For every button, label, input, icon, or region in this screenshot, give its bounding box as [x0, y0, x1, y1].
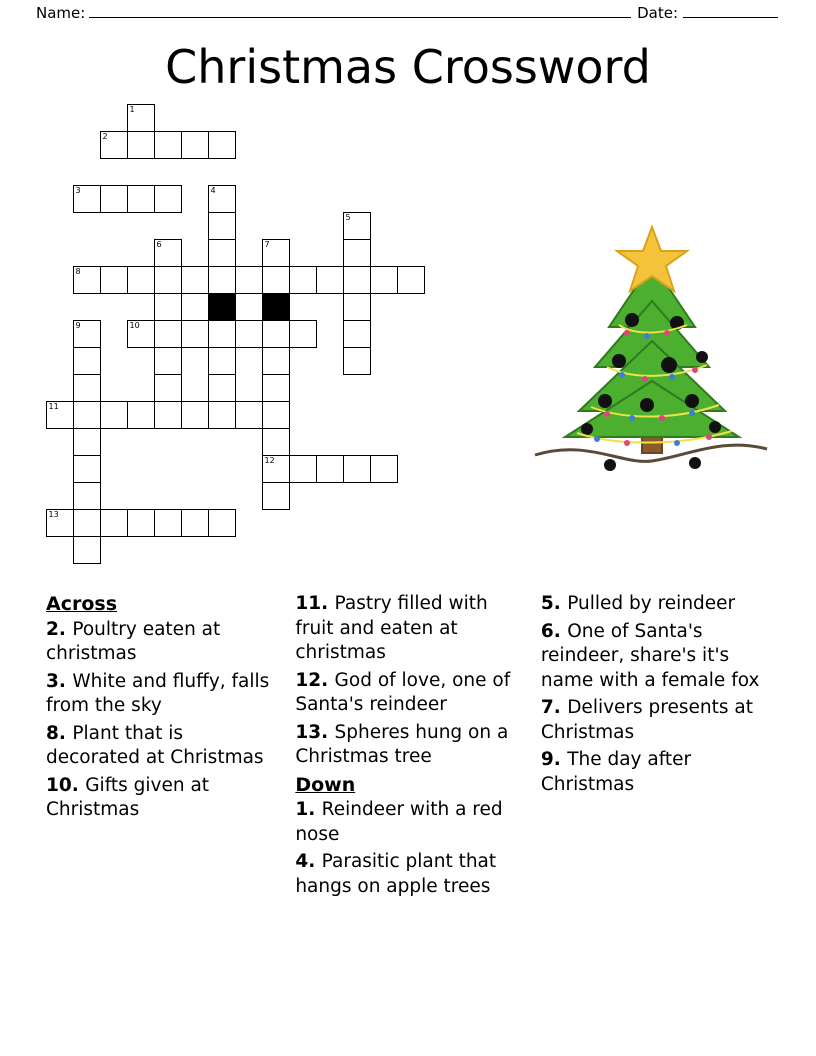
grid-cell-number: 4: [210, 186, 216, 195]
clue-item: [541, 620, 770, 694]
clue-number: 3.: [46, 670, 73, 692]
grid-cell[interactable]: [370, 266, 398, 294]
grid-cell[interactable]: [73, 509, 101, 537]
grid-cell[interactable]: [154, 185, 182, 213]
grid-cell[interactable]: [127, 266, 155, 294]
grid-cell[interactable]: [127, 401, 155, 429]
clue-number: 13.: [295, 721, 335, 743]
grid-cell[interactable]: [127, 185, 155, 213]
grid-cell[interactable]: [343, 347, 371, 375]
grid-cell[interactable]: [235, 401, 263, 429]
grid-cell[interactable]: [127, 509, 155, 537]
grid-cell-number: 7: [264, 240, 270, 249]
grid-cell[interactable]: [343, 212, 371, 240]
grid-cell[interactable]: [262, 374, 290, 402]
grid-cell[interactable]: [262, 428, 290, 456]
grid-cell[interactable]: [181, 320, 209, 348]
clue-text: God of love, one of Santa's reindeer: [295, 669, 511, 715]
grid-cell[interactable]: [181, 509, 209, 537]
crossword-grid[interactable]: [46, 104, 526, 589]
grid-cell[interactable]: [208, 374, 236, 402]
grid-cell-number: 9: [75, 321, 81, 330]
grid-cell[interactable]: [100, 131, 128, 159]
grid-cell[interactable]: [316, 266, 344, 294]
grid-cell[interactable]: [154, 320, 182, 348]
clue-item: [46, 618, 271, 667]
grid-cell[interactable]: [181, 401, 209, 429]
grid-cell[interactable]: [289, 266, 317, 294]
clue-item: [295, 721, 517, 770]
grid-cell[interactable]: [208, 131, 236, 159]
grid-cell-blocked: [262, 293, 290, 321]
grid-cell[interactable]: [208, 239, 236, 267]
clue-column-3: [541, 592, 770, 902]
grid-cell-blocked: [208, 293, 236, 321]
clue-item: [295, 592, 517, 666]
grid-cell[interactable]: [262, 239, 290, 267]
date-input-line[interactable]: [683, 5, 778, 18]
clue-column-1: [46, 592, 271, 902]
clue-text: Delivers presents at Christmas: [540, 697, 753, 743]
clue-text: One of Santa's reindeer, share's it's name with a female fox: [540, 620, 760, 691]
clue-text: Spheres hung on a Christmas tree: [295, 721, 509, 767]
grid-cell[interactable]: [73, 266, 101, 294]
grid-cell[interactable]: [316, 455, 344, 483]
grid-cell[interactable]: [73, 347, 101, 375]
clue-number: 9.: [540, 749, 568, 770]
grid-cell[interactable]: [208, 347, 236, 375]
grid-cell[interactable]: [343, 266, 371, 294]
clue-number: 1.: [295, 799, 322, 820]
clue-item: [46, 722, 271, 771]
grid-cell[interactable]: [208, 212, 236, 240]
clue-item: [295, 669, 517, 718]
grid-cell[interactable]: [154, 239, 182, 267]
grid-cell[interactable]: [208, 266, 236, 294]
clue-text: Gifts given at Christmas: [46, 774, 210, 820]
grid-cell[interactable]: [397, 266, 425, 294]
grid-cell[interactable]: [262, 266, 290, 294]
clue-number: 11.: [295, 593, 335, 614]
name-label: Name:: [36, 4, 86, 22]
clue-text: Pulled by reindeer: [567, 593, 736, 614]
clue-number: 5.: [540, 593, 568, 614]
grid-cell[interactable]: [343, 320, 371, 348]
grid-cell[interactable]: [208, 320, 236, 348]
grid-cell[interactable]: [343, 455, 371, 483]
clue-text: Pastry filled with fruit and eaten at christmas: [295, 593, 488, 663]
clue-item: [46, 774, 271, 823]
across-heading: Across: [46, 593, 118, 615]
clue-text: The day after Christmas: [540, 749, 692, 795]
grid-cell[interactable]: [154, 293, 182, 321]
grid-cell[interactable]: [154, 374, 182, 402]
grid-cell[interactable]: [73, 536, 101, 564]
grid-cell[interactable]: [370, 455, 398, 483]
clue-number: 10.: [46, 774, 86, 796]
clue-text: Plant that is decorated at Christmas: [46, 722, 264, 768]
page-title: Christmas Crossword: [165, 40, 651, 94]
grid-cell[interactable]: [46, 509, 74, 537]
date-label: Date:: [637, 4, 678, 22]
grid-cell[interactable]: [262, 320, 290, 348]
form-header: [0, 0, 816, 22]
grid-cell[interactable]: [127, 320, 155, 348]
grid-cell[interactable]: [208, 401, 236, 429]
clue-text: Reindeer with a red nose: [295, 799, 503, 845]
grid-cell-number: 13: [48, 510, 59, 519]
grid-cell[interactable]: [73, 401, 101, 429]
clue-number: 2.: [46, 618, 73, 640]
grid-cell[interactable]: [262, 455, 290, 483]
grid-cell-number: 1: [129, 105, 135, 114]
grid-cell[interactable]: [100, 266, 128, 294]
clue-section: [0, 592, 816, 902]
grid-cell[interactable]: [73, 374, 101, 402]
grid-cell[interactable]: [181, 266, 209, 294]
grid-cell-number: 6: [156, 240, 162, 249]
grid-cell-number: 12: [264, 456, 275, 465]
grid-cell-number: 3: [75, 186, 81, 195]
grid-cell[interactable]: [154, 401, 182, 429]
grid-cell[interactable]: [154, 347, 182, 375]
clue-text: Parasitic plant that hangs on apple trees: [295, 851, 497, 897]
grid-cell[interactable]: [208, 509, 236, 537]
grid-cell[interactable]: [154, 131, 182, 159]
grid-cell[interactable]: [181, 131, 209, 159]
grid-cell[interactable]: [73, 482, 101, 510]
grid-cell[interactable]: [73, 320, 101, 348]
grid-cell[interactable]: [100, 185, 128, 213]
clue-item: [295, 850, 517, 899]
clue-number: 7.: [540, 697, 568, 718]
grid-cell[interactable]: [100, 401, 128, 429]
grid-cell[interactable]: [154, 266, 182, 294]
clue-text: White and fluffy, falls from the sky: [46, 670, 270, 716]
grid-cell[interactable]: [235, 266, 263, 294]
clue-item: [541, 696, 770, 745]
clue-text: Poultry eaten at christmas: [46, 618, 221, 664]
clue-item: [541, 748, 770, 797]
grid-cell[interactable]: [262, 347, 290, 375]
grid-cell[interactable]: [73, 455, 101, 483]
clue-item: [46, 670, 271, 719]
grid-cell-number: 5: [345, 213, 351, 222]
grid-cell[interactable]: [100, 509, 128, 537]
grid-cell-number: 8: [75, 267, 81, 276]
grid-cell[interactable]: [73, 185, 101, 213]
grid-cell[interactable]: [154, 509, 182, 537]
christmas-tree-illustration: [527, 215, 777, 475]
grid-cell[interactable]: [343, 239, 371, 267]
grid-cell[interactable]: [262, 401, 290, 429]
grid-cell[interactable]: [127, 104, 155, 132]
clue-number: 8.: [46, 722, 73, 744]
grid-cell[interactable]: [208, 185, 236, 213]
clue-column-2: [295, 592, 517, 902]
grid-cell[interactable]: [289, 320, 317, 348]
grid-cell[interactable]: [127, 131, 155, 159]
clue-item: [541, 592, 770, 617]
grid-cell-number: 2: [102, 132, 108, 141]
grid-cell[interactable]: [289, 455, 317, 483]
name-input-line[interactable]: [89, 5, 631, 18]
clue-number: 6.: [540, 620, 568, 642]
grid-cell[interactable]: [235, 320, 263, 348]
grid-cell[interactable]: [46, 401, 74, 429]
clue-number: 4.: [295, 851, 322, 872]
grid-cell-number: 11: [48, 402, 59, 411]
grid-cell[interactable]: [343, 293, 371, 321]
grid-cell-number: 10: [129, 321, 140, 330]
clue-item: [295, 798, 517, 847]
down-heading: Down: [295, 773, 356, 796]
grid-cell[interactable]: [262, 482, 290, 510]
grid-cell[interactable]: [73, 428, 101, 456]
clue-number: 12.: [295, 669, 335, 691]
